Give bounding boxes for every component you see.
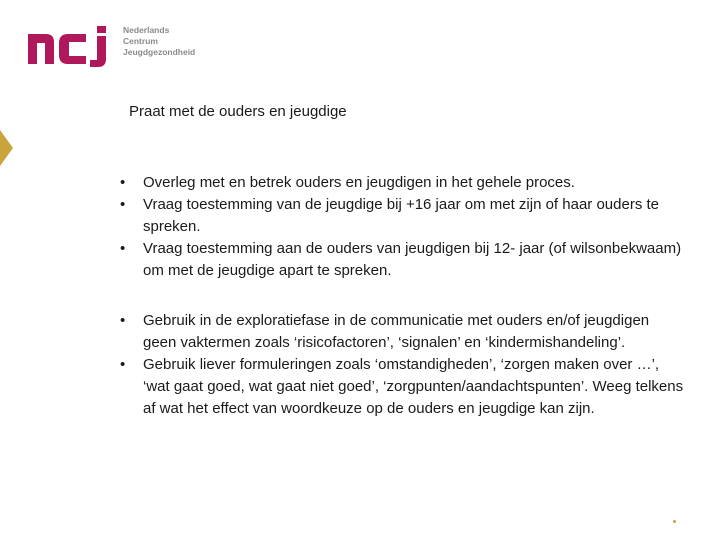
bullet-list-1 — [114, 172, 684, 282]
bullet-item: • Vraag toestemming van de jeugdige bij +16 jaar om met zijn of haar ouders te spreken. — [114, 194, 684, 238]
bullet-item: • Gebruik in de exploratiefase in de communicatie met ouders en/of jeugdigen geen vaktermen zoals ‘risicofactoren’, ‘signalen’ en ‘kindermishandeling’. — [114, 310, 684, 354]
list-spacer — [114, 282, 684, 310]
slide-title: Praat met de ouders en jeugdige — [129, 103, 347, 120]
bullet-item: • Vraag toestemming aan de ouders van jeugdigen bij 12- jaar (of wilsonbekwaam) om met de jeugdige apart te spreken. — [114, 238, 684, 282]
side-arrow-icon — [0, 130, 14, 166]
slide-body — [114, 172, 684, 420]
logo-line-1: Nederlands — [123, 25, 170, 35]
ncj-logo-mark — [26, 24, 120, 68]
ncj-logo — [26, 24, 120, 68]
bullet-item: • Gebruik liever formuleringen zoals ‘omstandigheden’, ‘zorgen maken over …’, ‘wat gaat goed, wat gaat niet goed’, ‘zorgpunten/aandachtspunten’. Weeg telkens af wat het effect van woordkeuze op de ouders en jeugdige kan zijn. — [114, 354, 684, 420]
logo-line-3: Jeugdgezondheid — [123, 47, 196, 57]
bullet-list-2 — [114, 310, 684, 420]
logo-line-2: Centrum — [123, 36, 158, 46]
logo-wordmark — [123, 25, 195, 58]
bullet-item: • Overleg met en betrek ouders en jeugdigen in het gehele proces. — [114, 172, 684, 194]
decorative-dot — [673, 520, 676, 523]
